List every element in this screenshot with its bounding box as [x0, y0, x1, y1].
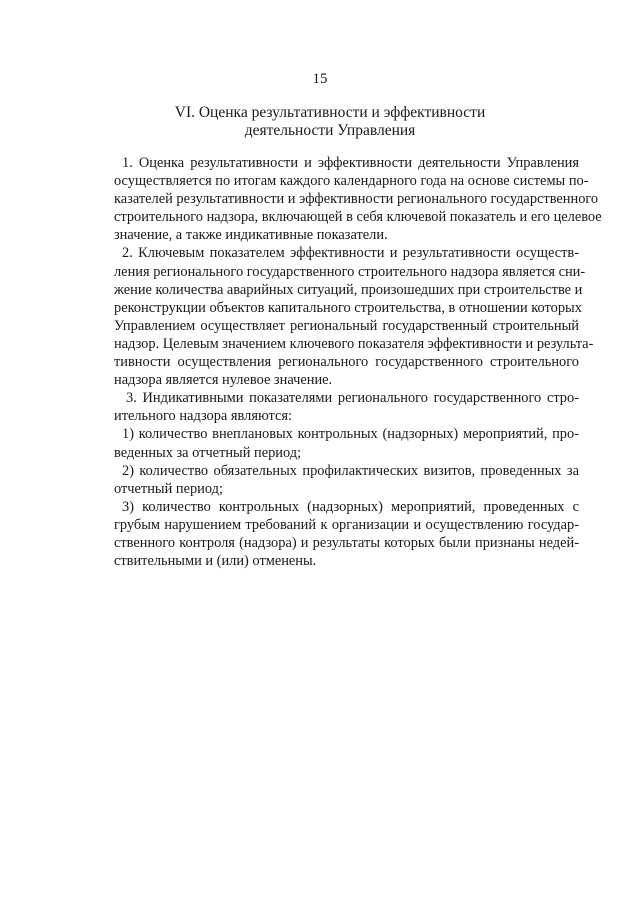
list-item-3: [114, 498, 579, 570]
text-line: реконструкции объектов капитального строительства, в отношении которых: [114, 299, 582, 316]
text-line: веденных за отчетный период;: [114, 444, 302, 461]
text-line: ствительными и (или) отменены.: [114, 553, 317, 570]
text-line: грубым нарушением требований к организации и осуществлению государ-: [114, 516, 579, 533]
text-line: надзор. Целевым значением ключевого показателя эффективности и результа-: [114, 335, 594, 352]
text-line: 1) количество внеплановых контрольных (надзорных) мероприятий, про-: [122, 426, 579, 443]
text-line: казателей результативности и эффективности регионального государственного: [114, 191, 599, 208]
text-line: 3) количество контрольных (надзорных) мероприятий, проведенных с: [122, 498, 579, 515]
text-line: осуществляется по итогам каждого календарного года на основе системы по-: [114, 173, 589, 190]
body-text: [114, 154, 602, 570]
section-title: [110, 104, 550, 140]
list-item-2: [114, 462, 579, 498]
text-line: строительного надзора, включающей в себя ключевой показатель и его целевое: [114, 209, 602, 226]
text-line: 2) количество обязательных профилактических визитов, проведенных за: [122, 462, 579, 479]
section-title-line-1: VI. Оценка результативности и эффективности: [174, 104, 486, 121]
text-line: 2. Ключевым показателем эффективности и результативности осуществ-: [122, 245, 579, 262]
text-line: значение, а также индикативные показатели.: [114, 227, 388, 244]
section-title-line-2: деятельности Управления: [244, 122, 416, 139]
list-item-1: [114, 425, 579, 461]
text-line: тивности осуществления регионального государственного строительного: [114, 354, 579, 371]
text-line: ительного надзора являются:: [114, 408, 292, 425]
text-line: ственного контроля (надзора) и результаты которых были признаны недей-: [114, 534, 579, 551]
page-number: 15: [312, 71, 328, 87]
text-line: 1. Оценка результативности и эффективности деятельности Управления: [122, 155, 579, 171]
paragraph-2: [114, 244, 594, 389]
text-line: ления регионального государственного строительного надзора является сни-: [114, 263, 586, 280]
text-line: Управлением осуществляет региональный государственный строительный: [114, 317, 579, 334]
text-line: отчетный период;: [114, 480, 223, 497]
paragraph-1: [114, 154, 602, 244]
text-line: 3. Индикативными показателями регионального государственного стро-: [126, 390, 579, 407]
paragraph-3: [114, 389, 579, 425]
text-line: жение количества аварийных ситуаций, произошедших при строительстве и: [114, 281, 583, 298]
text-line: надзора является нулевое значение.: [114, 372, 333, 389]
